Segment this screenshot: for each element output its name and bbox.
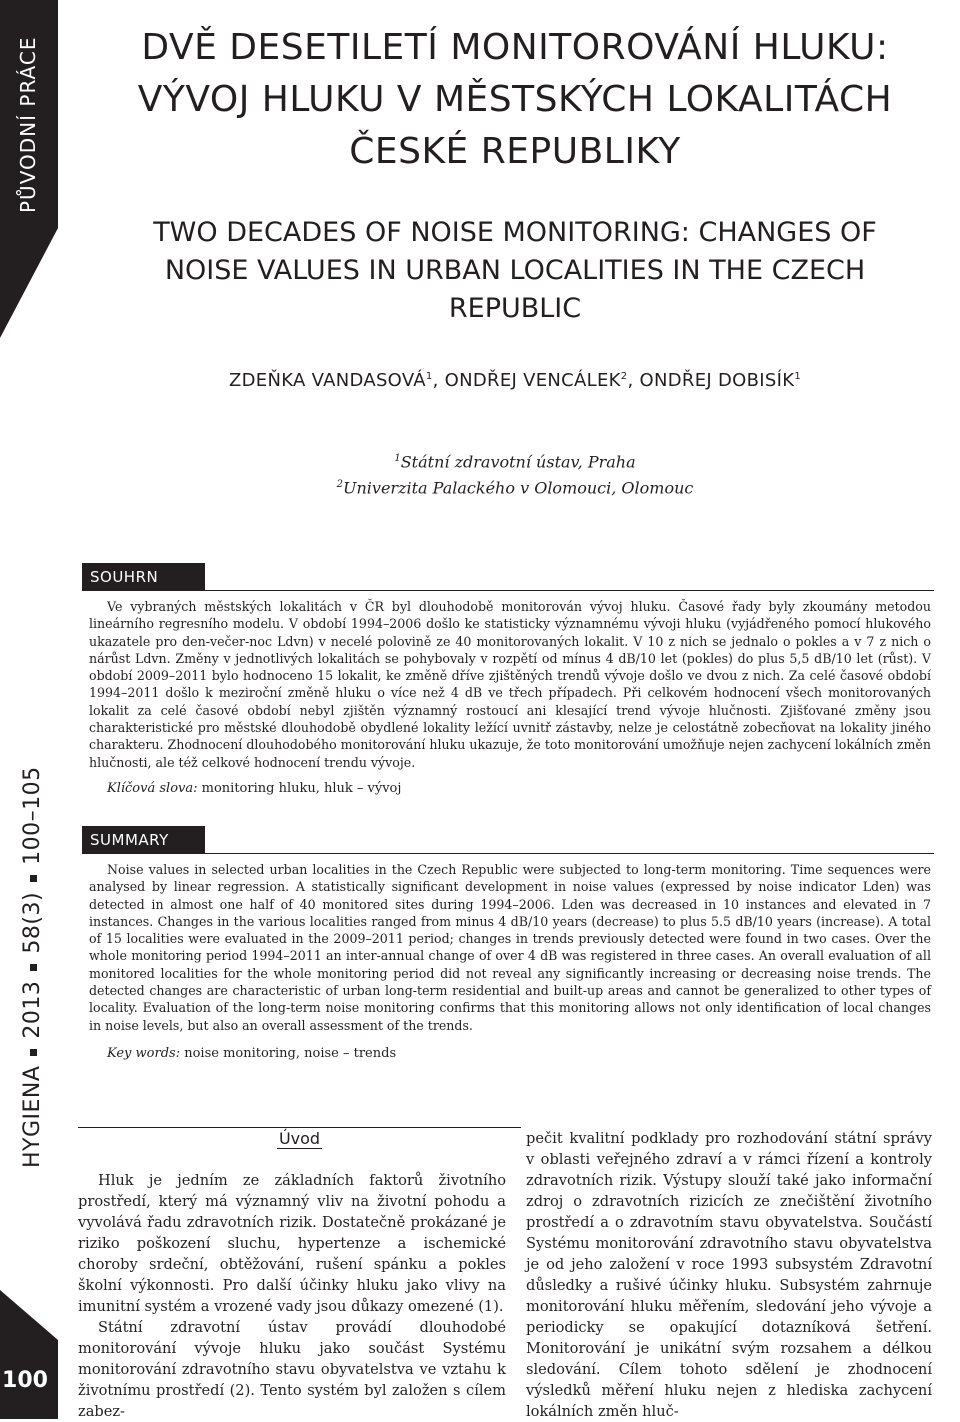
paragraph: pečit kvalitní podklady pro rozhodování státní správy v oblasti veřejného zdraví a v rámci řízení a kontroly zdravotních rizik. Výstupy slouží také jako informační zdroj o zdravotních rizicích ze znečištění životního prostředí a o zdravotním stavu obyvatelstva. Součástí Systému monitorování zdravotního stavu obyvatelstva je od jeho založení v roce 1993 subsystém Zdravotní důsledky a rušivé účinky hluku. Subsystém zahrnuje monitorování hluku měřením, sledování jeho vývoje a periodicky se opakující dotazníková šetření. Monitorování je unikátní svým rozsahem a délkou sledování. Cílem tohoto sdělení je zhodnocení výsledků měření hluku nejen z hlediska zachycení lokálních změn hluč-	[526, 1130, 932, 1420]
authors: ZDEŇKA VANDASOVÁ$^1$, ONDŘEJ VENCÁLEK$^2$, ONDŘEJ DOBISÍK$^1$	[229, 370, 801, 391]
body-column-left	[78, 1170, 506, 1422]
paragraph: Státní zdravotní ústav provádí dlouhodobé monitorování vývoje hluku jako součást Systému monitorování zdravotního stavu obyvatelstva ve vztahu k životnímu prostředí (2). Tento systém byl založen s cílem zabez-	[78, 1319, 506, 1420]
paragraph: Hluk je jedním ze základních faktorů životního prostředí, který má významný vliv na životní pohodu a vyvolává řadu zdravotních rizik. Dostatečně prokázané je riziko poškození sluchu, hypertenze a ischemické choroby srdeční, obtěžování, rušení spánku a pokles školní výkonnosti. Pro další účinky hluku jako vlivy na imunitní systém a vrozené vady jsou důkazy omezené (1).	[78, 1172, 506, 1315]
page-number: 100	[2, 1368, 48, 1393]
journal-volume: 58(3)	[20, 891, 45, 954]
journal-name: HYGIENA	[20, 1065, 45, 1168]
summary-label: SUMMARY	[82, 826, 205, 854]
souhrn-text: Ve vybraných městských lokalitách v ČR byl dlouhodobě monitorován vývoj hluku. Časové řady byly zkoumány metodou lineárního regresního modelu. V období 1994–2006 došlo ke statisticky významnému vývoji hluku (vyjádřeného pomocí hlukového ukazatele pro den-večer-noc Ldvn) v necelé polovině ze 40 monitorovaných lokalit. V 10 z nich se jednalo o pokles a v 7 z nich o nárůst Ldvn. Změny v jednotlivých lokalitách se pohybovaly v rozpětí od mínus 4 dB/10 let (pokles) do plus 5,5 dB/10 let (růst). V období 2009–2011 bylo hodnoceno 15 lokalit, ke změně dříve zjištěných trendů vývoje došlo ve dvou z nich. Za celé časové období 1994–2011 došlo k meziroční změně hluku o více než 4 dB ve třech případech. Při celkovém hodnocení všech monitorovaných lokalit za celé časové období nebyl zjištěn významný rostoucí ani klesající trend vývoje hlučnosti. Zjišťované změny jsou charakteristické pro městské dlouhodobě obydlené lokality ležící uvnitř zástavby, nelze je celostátně zobecňovat na lokality jiného charakteru. Zhodnocení dlouhodobého monitorování hluku ukazuje, že toto monitorování umožňuje nejen zachycení lokálních změn hlučnosti, ale též celkové hodnocení trendu vývoje.	[89, 599, 931, 770]
summary-keywords: Key words: noise monitoring, noise – trends	[107, 1046, 397, 1061]
intro-heading: Úvod	[278, 1129, 321, 1148]
summary-text: Noise values in selected urban localities in the Czech Republic were subjected to long-term monitoring. Time sequences were analysed by linear regression. A statistically significant development in noise values (expressed by noise indicator Lden) was detected in almost one half of 40 monitored sites during 1994–2006. Lden was decreased in 10 instances and elevated in 7 instances. Changes in the various localities ranged from minus 4 dB/10 years (decrease) to plus 5.5 dB/10 years (increase). A total of 15 localities were evaluated in the 2009–2011 period; changes in trends previously detected were found in two cases. Over the whole monitoring period 1994–2011 an inter-annual change of over 4 dB was registered in three cases. An overall evaluation of all monitored localities for the whole monitoring period did not reveal any significantly increasing or decreasing noise trends. The detected changes are characteristic of urban long-term residential and built-up areas and cannot be generalized to other types of locality. Evaluation of the long-term noise monitoring confirms that this monitoring allows not only identification of local changes in noise levels, but also an overall assessment of the trends.	[89, 862, 931, 1033]
sidebar-bottom-band	[0, 1290, 58, 1419]
souhrn-rule	[205, 590, 934, 591]
journal-citation	[20, 766, 45, 1168]
intro-rule	[78, 1127, 521, 1128]
affiliation-1: $^1$Státní zdravotní ústav, Praha	[394, 452, 636, 472]
sidebar-top-wedge	[0, 228, 58, 338]
body-column-right	[526, 1128, 932, 1422]
sidebar	[0, 0, 64, 1419]
separator-square	[30, 875, 37, 882]
section-label: PŮVODNÍ PRÁCE	[16, 36, 40, 213]
title-czech: DVĚ DESETILETÍ MONITOROVÁNÍ HLUKU: VÝVOJ HLUKU V MĚSTSKÝCH LOKALITÁCH ČESKÉ REPUBLIKY	[137, 27, 893, 172]
souhrn-keywords: Klíčová slova: monitoring hluku, hluk – vývoj	[107, 781, 402, 796]
journal-pages: 100–105	[20, 766, 45, 865]
separator-square	[30, 1049, 37, 1056]
affiliation-2: $^2$Univerzita Palackého v Olomouci, Olomouc	[336, 478, 694, 498]
souhrn-label: SOUHRN	[82, 563, 205, 591]
summary-rule	[205, 853, 934, 854]
journal-year: 2013	[20, 980, 45, 1039]
separator-square	[30, 964, 37, 971]
title-english: TWO DECADES OF NOISE MONITORING: CHANGES OF NOISE VALUES IN URBAN LOCALITIES IN THE CZECH REPUBLIC	[153, 217, 877, 324]
